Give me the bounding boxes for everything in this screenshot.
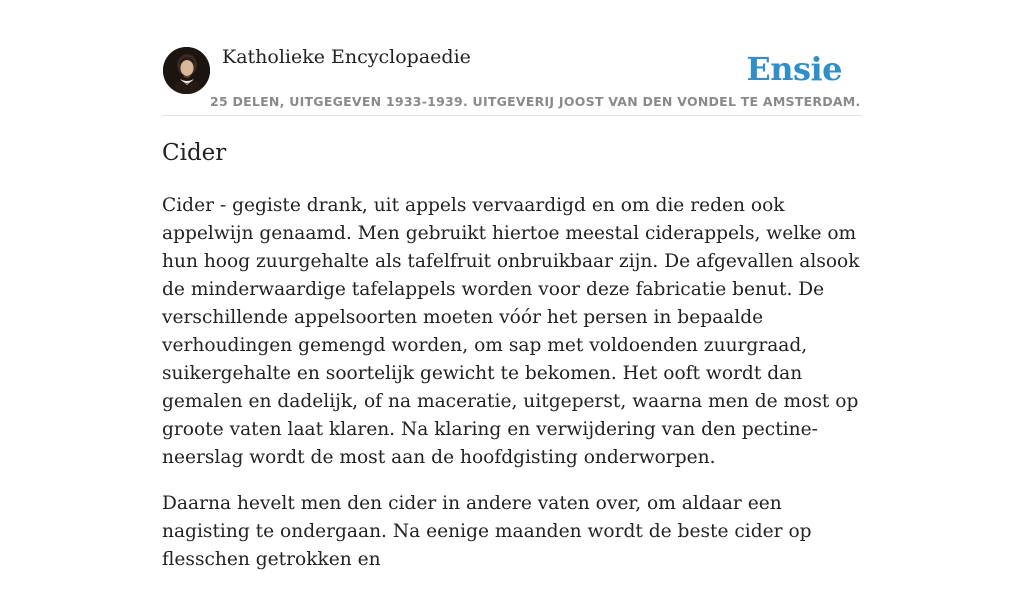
brand-logo[interactable]: Ensie	[746, 50, 842, 88]
portrait-avatar-icon[interactable]	[163, 47, 210, 94]
entry-paragraph: Daarna hevelt men den cider in andere vaten over, om aldaar een nagisting te ondergaan. Na eenige maanden wordt de beste cider op flesschen getrokken en	[162, 493, 812, 570]
entry-title: Cider	[162, 140, 227, 166]
header-divider	[162, 115, 862, 116]
entry-body	[162, 192, 862, 592]
source-title[interactable]: Katholieke Encyclopaedie	[222, 46, 471, 68]
entry-paragraph: Cider - gegiste drank, uit appels vervaardigd en om die reden ook appelwijn genaamd. Men gebruikt hiertoe meestal ciderappels, welke om hun hoog zuurgehalte als tafelfruit onbruikbaar zijn. De afgevallen alsook de minderwaardige tafelappels worden voor deze fabricatie benut. De verschillende appelsoorten moeten vóór het persen in bepaalde verhoudingen gemengd worden, om sap met voldoenden zuurgraad, suikergehalte en soortelijk gewicht te bekomen. Het ooft wordt dan gemalen en dadelijk, of na maceratie, uitgeperst, waarna men de most op groote vaten laat klaren. Na klaring en verwijdering van den pectine-neerslag wordt de most aan de hoofdgisting onderworpen.	[162, 195, 860, 468]
source-subtitle: 25 DELEN, UITGEGEVEN 1933-1939. UITGEVERIJ JOOST VAN DEN VONDEL TE AMSTERDAM.	[210, 94, 861, 109]
